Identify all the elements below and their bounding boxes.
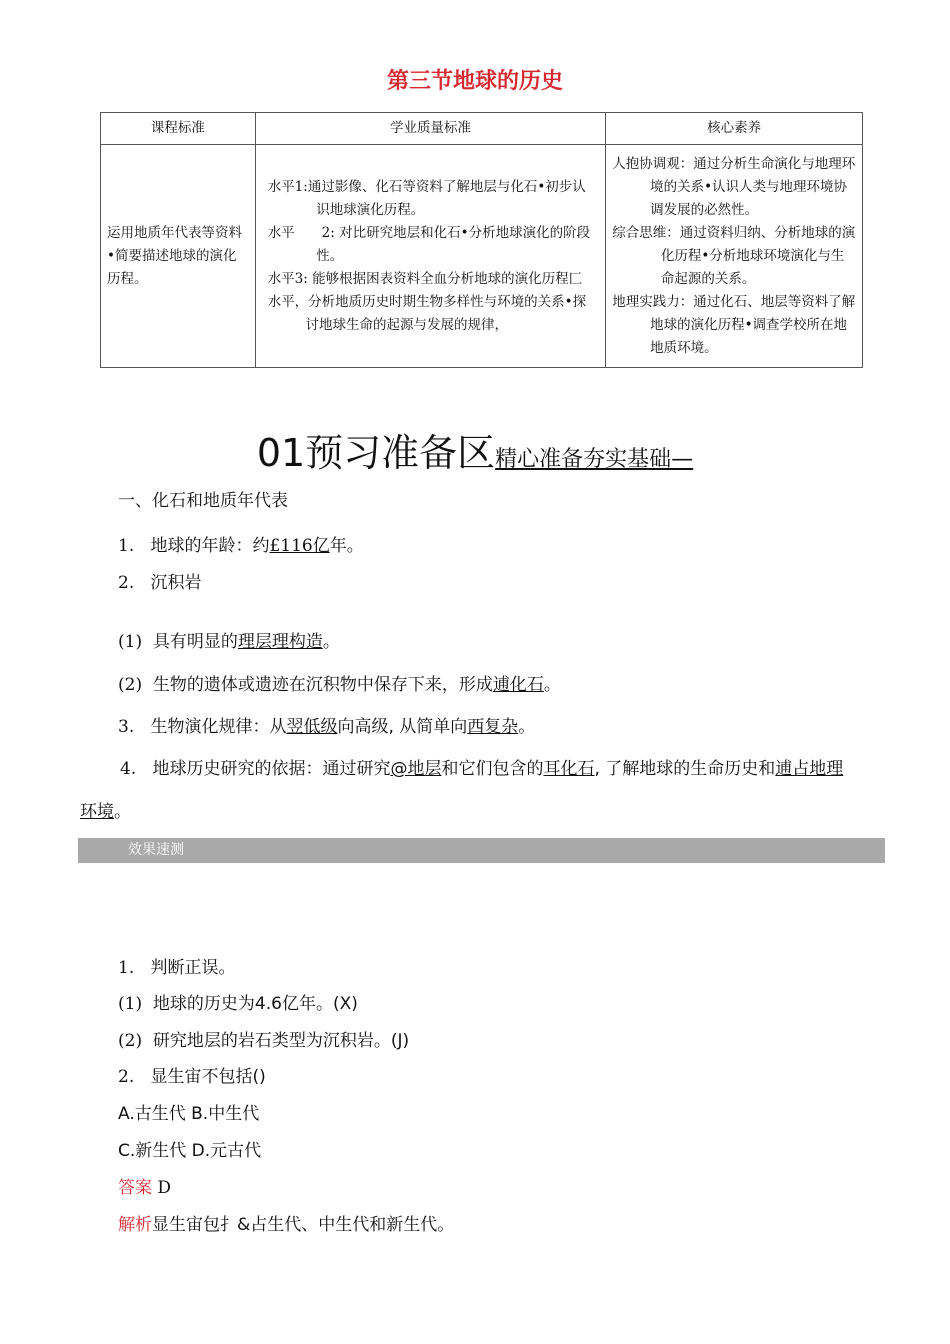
item-2-2: (2) 生物的遗体或遗迹在沉积物中保存下来，形成逋化石。 [118, 675, 561, 695]
header-course-standard: 课程标准 [101, 113, 256, 145]
core-literacy-3: 地理实践力：通过化石、地层等资料了解地球的演化历程•调查学校所在地地质环境。 [612, 293, 856, 356]
quiz-q1: 1. 判断正误。 [118, 958, 236, 978]
core-literacy-1: 人抱协调观：通过分析生命演化与地理环境的关系•认识人类与地理环境协调发展的必然性。 [612, 155, 856, 218]
quiz-bar-label: 效果速测 [128, 842, 184, 858]
quiz-bar [78, 838, 885, 863]
quiz-options-cd: C.新生代 D.元古代 [118, 1141, 262, 1161]
item-2: 2. 沉积岩 [118, 573, 202, 593]
quiz-q1a: (1) 地球的历史为4.6亿年。(X) [118, 994, 358, 1014]
quality-level-1: 水平1:通过影像、化石等资料了解地层与化石•初步认识地球演化历程。 [267, 178, 586, 218]
item-4-cont: 环境。 [80, 802, 131, 822]
item-4: 4. 地球历史研究的依据：通过研究@地层和它们包含的耳化石, 了解地球的生命历史和逋占地理 [120, 759, 844, 779]
quiz-analysis [118, 1210, 454, 1235]
banner-main: 01预习准备区 [256, 431, 496, 475]
standards-table [100, 112, 863, 368]
quality-standard-cell [255, 145, 606, 368]
section-banner [0, 422, 950, 477]
quiz-q1b: (2) 研究地层的岩石类型为沉积岩。(J) [118, 1031, 410, 1051]
heading-fossils: 一、化石和地质年代表 [118, 491, 288, 511]
core-literacy-2: 综合思维：通过资料归纳、分析地球的演化历程•分析地球环境演化与生命起源的关系。 [612, 224, 856, 287]
analysis-label: 解析 [118, 1215, 152, 1235]
answer-label: 答案 [118, 1178, 152, 1198]
quiz-q2: 2. 显生宙不包括() [118, 1067, 266, 1087]
analysis-text: 显生宙包扌&占生代、中生代和新生代。 [152, 1215, 455, 1235]
core-literacy-cell [606, 145, 863, 368]
answer-value: D [157, 1178, 172, 1198]
item-1: 1. 地球的年龄：约£116亿年。 [118, 536, 364, 556]
course-standard-cell: 运用地质年代表等资料•简要描述地球的演化历程。 [101, 145, 256, 368]
quiz-answer [118, 1173, 171, 1198]
item-3: 3. 生物演化规律：从翌低级向高级, 从简单向西复杂。 [118, 717, 536, 737]
item-2-1: (1) 具有明显的理层理构造。 [118, 632, 340, 652]
quality-level-2: 水平 2: 对比研究地层和化石•分析地球演化的阶段性。 [267, 224, 591, 264]
quality-level-3: 水平3: 能够根据困表资料全血分析地球的演化历程匚 [267, 270, 583, 287]
banner-sub: 精心准备夯实基础— [495, 447, 694, 472]
quality-level-4: 水平，分析地质历史时期生物多样性与环境的关系•探讨地球生命的起源与发展的规律， [267, 293, 587, 333]
header-core-literacy: 核心素养 [606, 113, 863, 145]
page-title: 第三节地球的历史 [386, 69, 563, 94]
header-quality-standard: 学业质量标准 [255, 113, 606, 145]
quiz-options-ab: A.古生代 B.中生代 [118, 1104, 260, 1124]
